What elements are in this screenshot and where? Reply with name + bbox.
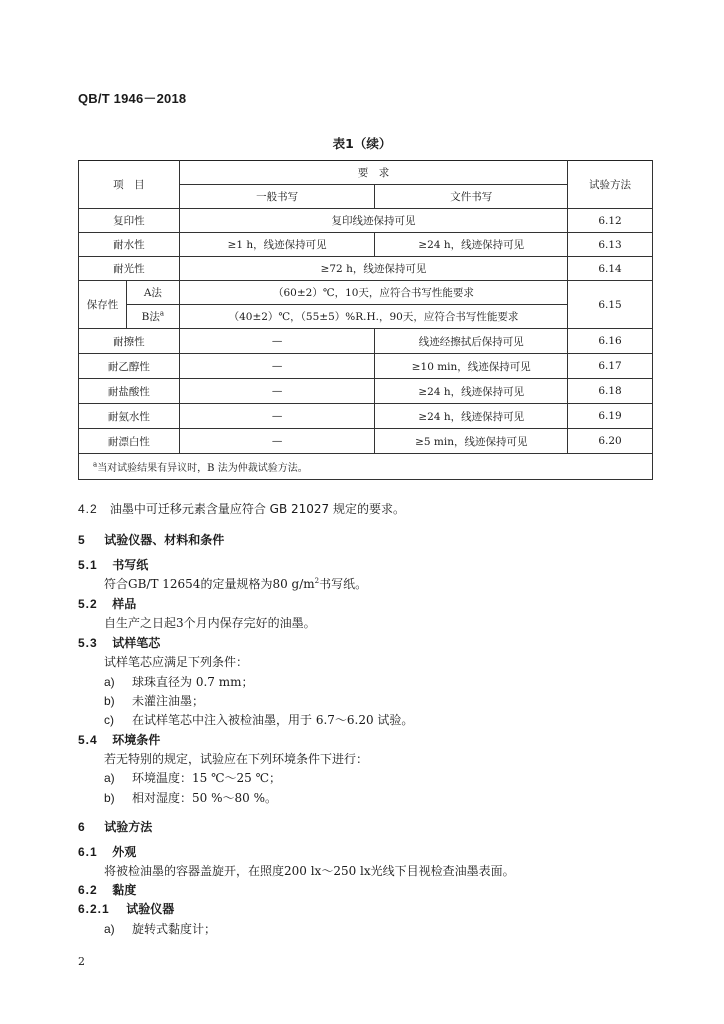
row-document: ≥24 h，线迹保持可见: [375, 233, 568, 257]
list-label: b): [104, 791, 115, 805]
table-row: [79, 233, 653, 257]
table-note-row: [79, 454, 653, 480]
row-item: 耐水性: [79, 233, 180, 257]
list-label: a): [104, 675, 115, 689]
page-number: 2: [78, 955, 85, 968]
header-general: 一般书写: [179, 185, 375, 209]
clause-5-1-text: [104, 575, 367, 592]
table-row: [79, 379, 653, 404]
section-5-heading: [78, 531, 224, 548]
clause-4-2: [78, 500, 405, 517]
list-text: 环境温度：15 ℃～25 ℃；: [132, 771, 282, 785]
standard-code: QB/T 1946－2018: [78, 91, 187, 106]
row-method: 6.17: [568, 354, 653, 379]
list-text: 相对湿度：50 %～80 %。: [132, 791, 277, 805]
list-label: c): [104, 713, 114, 727]
superscript: 2: [314, 577, 320, 585]
clause-title: 黏度: [112, 883, 137, 897]
row-item: 耐漂白性: [79, 429, 180, 454]
storage-b-cell: [126, 305, 179, 329]
list-item: [104, 769, 281, 786]
clause-5-2-heading: [78, 595, 136, 612]
section-title: 试验仪器、材料和条件: [104, 533, 225, 547]
storage-b-footnote-mark: a: [159, 309, 165, 318]
clause-number: 6.1: [78, 845, 98, 859]
table-note: [79, 454, 653, 480]
row-item: 耐擦性: [79, 329, 180, 354]
row-item: 复印性: [79, 209, 180, 233]
clause-6-1-heading: [78, 843, 136, 860]
row-method: 6.12: [568, 209, 653, 233]
clause-number: 6.2: [78, 883, 98, 897]
table-row: [79, 329, 653, 354]
table-header-row: [79, 161, 653, 185]
section-number: 6: [78, 820, 86, 834]
row-method: 6.14: [568, 257, 653, 281]
row-item: 耐光性: [79, 257, 180, 281]
row-general: —: [179, 429, 375, 454]
row-document: ≥24 h，线迹保持可见: [375, 379, 568, 404]
row-general: ≥1 h，线迹保持可见: [179, 233, 375, 257]
list-text: 旋转式黏度计；: [132, 922, 217, 936]
clause-6-2-heading: [78, 881, 136, 898]
storage-b-label: B法: [141, 311, 160, 323]
row-method: 6.18: [568, 379, 653, 404]
row-general: —: [179, 329, 375, 354]
row-general: —: [179, 379, 375, 404]
section-title: 试验方法: [104, 820, 153, 834]
list-label: a): [104, 922, 115, 936]
clause-text: 油墨中可迁移元素含量应符合 GB 21027 规定的要求。: [109, 502, 405, 516]
clause-5-1-heading: [78, 556, 148, 573]
clause-title: 试验仪器: [126, 902, 175, 916]
row-document: ≥5 min，线迹保持可见: [375, 429, 568, 454]
storage-method: 6.15: [568, 281, 653, 329]
row-method: 6.13: [568, 233, 653, 257]
clause-number: 4.2: [78, 502, 98, 516]
clause-6-2-1-heading: [78, 900, 174, 917]
clause-5-4-text: 若无特别的规定，试验应在下列环境条件下进行：: [104, 752, 369, 766]
clause-title: 外观: [112, 845, 137, 859]
storage-a-label: A法: [126, 281, 179, 305]
row-method: 6.19: [568, 404, 653, 429]
header-requirement: 要 求: [179, 161, 567, 185]
list-text: 在试样笔芯中注入被检油墨，用于 6.7～6.20 试验。: [132, 713, 414, 727]
row-requirement: 复印线迹保持可见: [179, 209, 567, 233]
clause-6-1-text: 将被检油墨的容器盖旋开，在照度200 lx～250 lx光线下目视检查油墨表面。: [104, 864, 515, 878]
clause-number: 6.2.1: [78, 902, 110, 916]
table-title: 表1（续）: [332, 136, 392, 151]
row-item: 耐乙醇性: [79, 354, 180, 379]
row-method: 6.20: [568, 429, 653, 454]
clause-5-4-heading: [78, 731, 160, 748]
row-document: 线迹经擦拭后保持可见: [375, 329, 568, 354]
note-footnote-mark: a: [93, 460, 98, 469]
section-6-heading: [78, 818, 152, 835]
storage-a-requirement: （60±2）℃，10天，应符合书写性能要求: [179, 281, 567, 305]
storage-item: 保存性: [79, 281, 127, 329]
header-method: 试验方法: [568, 161, 653, 209]
list-item: [104, 692, 204, 709]
row-method: 6.16: [568, 329, 653, 354]
clause-5-3-heading: [78, 634, 160, 651]
table-row: [79, 354, 653, 379]
clause-5-3-text: 试样笔芯应满足下列条件：: [104, 655, 249, 669]
table-row: [79, 429, 653, 454]
row-requirement: ≥72 h，线迹保持可见: [179, 257, 567, 281]
list-text: 球珠直径为 0.7 mm；: [132, 675, 254, 689]
table-row: [79, 209, 653, 233]
clause-number: 5.2: [78, 597, 98, 611]
row-item: 耐氨水性: [79, 404, 180, 429]
clause-5-2-text: 自生产之日起3个月内保存完好的油墨。: [104, 616, 316, 630]
section-number: 5: [78, 533, 86, 547]
clause-title: 环境条件: [112, 733, 161, 747]
list-item: [104, 673, 253, 690]
header-item: 项 目: [79, 161, 180, 209]
table-row: [79, 305, 653, 329]
row-general: —: [179, 354, 375, 379]
row-general: —: [179, 404, 375, 429]
clause-title: 书写纸: [112, 558, 149, 572]
clause-title: 试样笔芯: [112, 636, 161, 650]
requirements-table: [78, 160, 653, 480]
row-document: ≥24 h，线迹保持可见: [375, 404, 568, 429]
clause-title: 样品: [112, 597, 137, 611]
table-row: [79, 404, 653, 429]
table-row: [79, 257, 653, 281]
row-item: 耐盐酸性: [79, 379, 180, 404]
note-text: 当对试验结果有异议时，B 法为仲裁试验方法。: [97, 463, 308, 474]
list-item: [104, 920, 216, 937]
list-label: a): [104, 771, 115, 785]
paper-spec-suffix: 书写纸。: [319, 577, 368, 591]
row-document: ≥10 min，线迹保持可见: [375, 354, 568, 379]
table-row: [79, 281, 653, 305]
list-item: [104, 789, 277, 806]
list-text: 未灌注油墨；: [132, 694, 205, 708]
header-document: 文件书写: [375, 185, 568, 209]
list-label: b): [104, 694, 115, 708]
storage-b-requirement: （40±2）℃，（55±5）%R.H.，90天，应符合书写性能要求: [179, 305, 567, 329]
clause-number: 5.3: [78, 636, 98, 650]
clause-number: 5.4: [78, 733, 98, 747]
clause-number: 5.1: [78, 558, 98, 572]
paper-spec-text: 符合GB/T 12654的定量规格为80 g/m: [104, 577, 315, 591]
list-item: [104, 711, 413, 728]
